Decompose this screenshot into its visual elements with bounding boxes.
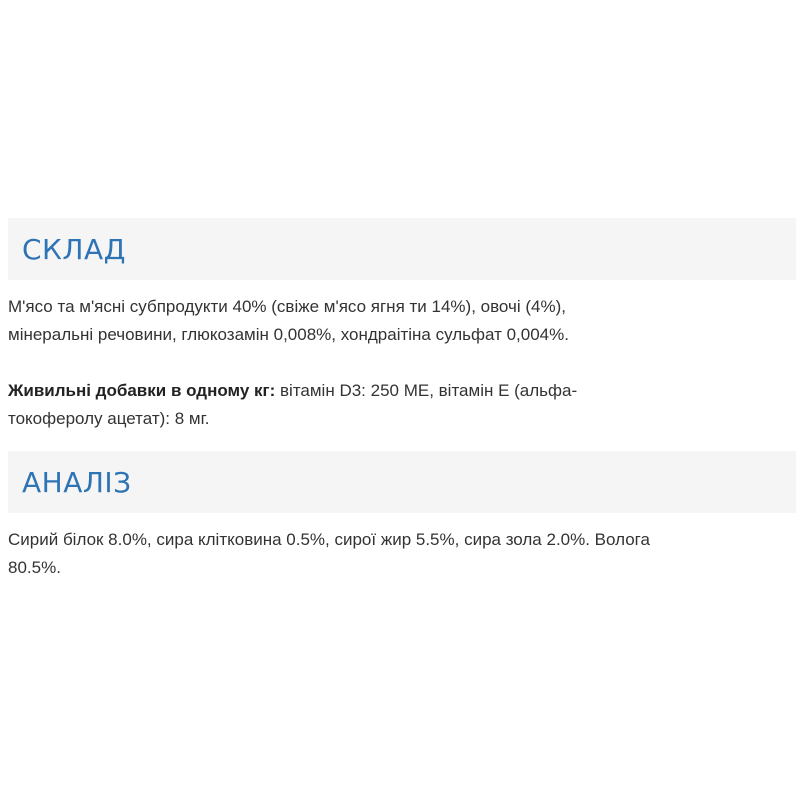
analysis-title: АНАЛІЗ xyxy=(22,465,132,499)
analysis-text xyxy=(8,526,796,582)
analysis-text-line-1: Сирий білок 8.0%, сира клітковина 0.5%, сирої жир 5.5%, сира зола 2.0%. Волога xyxy=(8,530,650,549)
composition-text-line-1: М'ясо та м'ясні субпродукти 40% (свіже м'ясо ягня ти 14%), овочі (4%), xyxy=(8,297,566,316)
composition-section-header xyxy=(8,218,796,280)
composition-title: СКЛАД xyxy=(22,232,127,266)
additives-text xyxy=(8,377,796,433)
additives-text-line-1: вітамін D3: 250 МЕ, вітамін Е (альфа- xyxy=(275,381,578,400)
composition-text-line-2: мінеральні речовини, глюкозамін 0,008%, хондраітіна сульфат 0,004%. xyxy=(8,325,569,344)
composition-text xyxy=(8,293,796,349)
analysis-section-header xyxy=(8,451,796,513)
additives-text-line-2: токоферолу ацетат): 8 мг. xyxy=(8,409,210,428)
additives-label: Живильні добавки в одному кг: xyxy=(8,381,276,400)
analysis-text-line-2: 80.5%. xyxy=(8,558,61,577)
